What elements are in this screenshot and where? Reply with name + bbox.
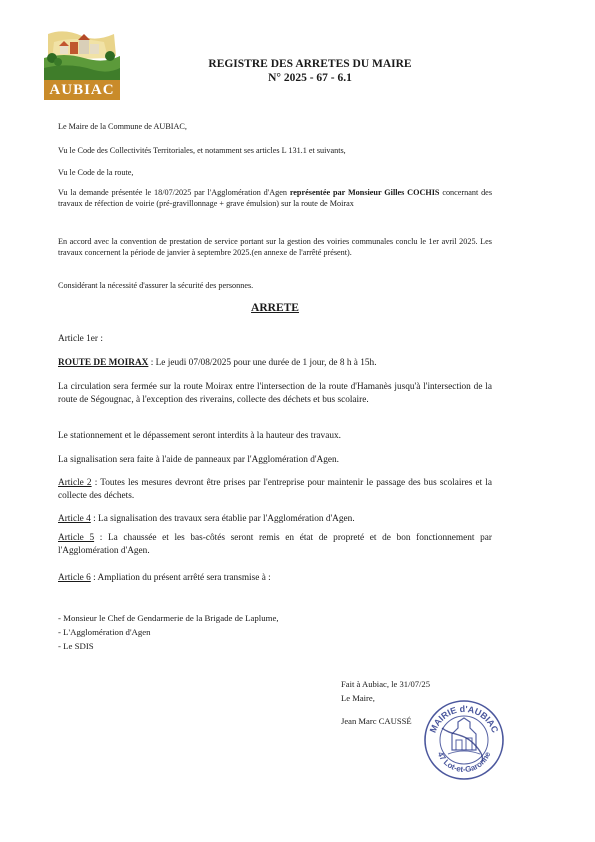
preamble-considerant: Considérant la nécessité d'assurer la sécurité des personnes. <box>58 281 254 290</box>
article-1-signage: La signalisation sera faite à l'aide de panneaux par l'Agglomération d'Agen. <box>58 455 339 465</box>
village-landscape-icon <box>44 28 120 80</box>
request-text-a: Vu la demande présentée le 18/07/2025 par l'Agglomération d'Agen <box>58 188 290 197</box>
article-6-text: : Ampliation du présent arrêté sera transmise à : <box>90 573 271 583</box>
article-5-text: : La chaussée et les bas-côtés seront remis en état de propreté et de bon fonctionnement par l'Agglomération d'Agen. <box>58 533 492 556</box>
recipient-item: - L'Agglomération d'Agen <box>58 627 151 637</box>
article-6-label: Article 6 <box>58 573 91 583</box>
stamp-ring-bottom: 47 Lot-et-Garonne <box>435 750 493 775</box>
aubiac-logo <box>44 28 120 100</box>
article-4-label: Article 4 <box>58 514 91 524</box>
article-5-label: Article 5 <box>58 533 95 543</box>
article-1-schedule <box>58 357 492 370</box>
arrete-heading: ARRETE <box>251 302 299 314</box>
article-6 <box>58 572 492 585</box>
mairie-stamp-icon <box>422 698 506 782</box>
preamble-mayor: Le Maire de la Commune de AUBIAC, <box>58 122 187 131</box>
preamble-code-route: Vu le Code de la route, <box>58 168 134 177</box>
request-text-c: concernant des travaux de réfection de voirie (pré-gravillonnage + grave émulsion) sur la route de Moirax <box>58 188 493 208</box>
signature-name: Jean Marc CAUSSÉ <box>341 716 412 726</box>
preamble-code-collectivites: Vu le Code des Collectivités Territoriales, et notamment ses articles L 131.1 et suivants, <box>58 146 346 155</box>
article-1-heading: Article 1er : <box>58 334 103 344</box>
register-title: REGISTRE DES ARRETES DU MAIRE <box>208 58 412 70</box>
document-header <box>150 57 470 85</box>
article-2-label: Article 2 <box>58 478 92 488</box>
stamp-ring-top: MAIRIE d'AUBIAC <box>427 703 501 735</box>
request-representative: représentée par Monsieur Gilles COCHIS <box>289 188 440 197</box>
article-2 <box>58 477 492 502</box>
signature-place-date: Fait à Aubiac, le 31/07/25 <box>341 679 431 689</box>
preamble-request <box>58 188 492 209</box>
article-2-text: : Toutes les mesures devront être prises par l'entreprise pour maintenir le passage des bus scolaires et la collecte des déchets. <box>58 478 492 501</box>
preamble-convention: En accord avec la convention de prestation de service portant sur la gestion des voiries communales conclu le 1er avril 2025. Les travaux concernent la période de janvier à septembre 2025.(en annexe de l'arrêté présent). <box>58 237 492 257</box>
article-4 <box>58 513 492 526</box>
logo-text: AUBIAC <box>44 80 120 100</box>
svg-text:47 Lot-et-Garonne <box>436 750 493 774</box>
article-4-text: : La signalisation des travaux sera établie par l'Agglomération d'Agen. <box>90 514 355 524</box>
schedule-text: : Le jeudi 07/08/2025 pour une durée de 1 jour, de 8 h à 15h. <box>148 358 377 368</box>
article-5 <box>58 532 492 557</box>
road-name: ROUTE DE MOIRAX <box>58 358 149 368</box>
article-1-parking: Le stationnement et le dépassement seront interdits à la hauteur des travaux. <box>58 431 341 441</box>
arrete-number: N° 2025 - 67 - 6.1 <box>268 72 352 84</box>
recipient-item: - Monsieur le Chef de Gendarmerie de la Brigade de Laplume, <box>58 613 279 623</box>
article-1-closure: La circulation sera fermée sur la route Moirax entre l'intersection de la route d'Hamanès jusqu'à l'intersection de la route de Ségougnac, à l'exception des riverains, collecte des déchets et bus scolaire. <box>58 382 492 405</box>
recipient-item: - Le SDIS <box>58 641 94 651</box>
signature-role: Le Maire, <box>341 693 375 703</box>
svg-text:MAIRIE d'AUBIAC <box>428 704 501 735</box>
